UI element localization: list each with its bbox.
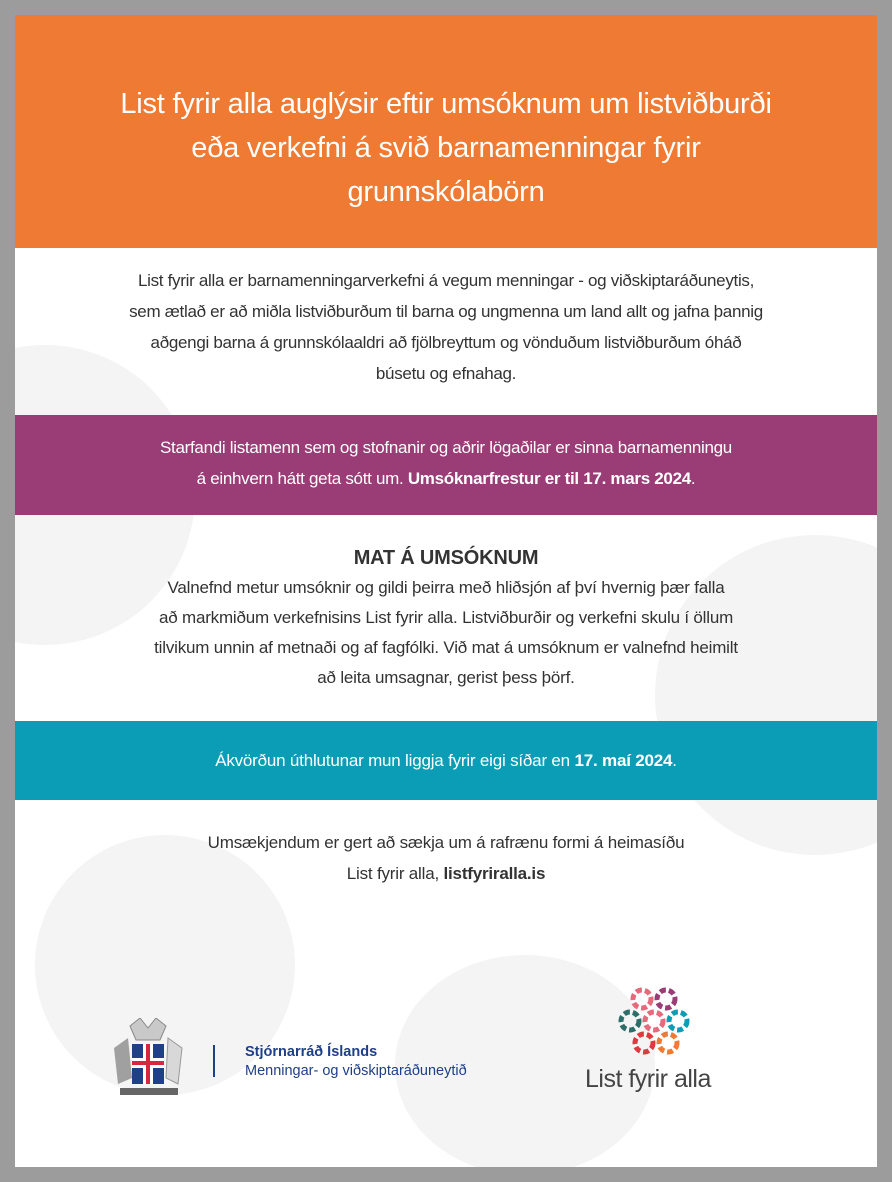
evaluation-heading: MAT Á UMSÓKNUM (353, 547, 539, 569)
eligibility-line (15, 463, 877, 494)
decision-banner (15, 721, 877, 800)
apply-section (15, 827, 877, 889)
header-banner (15, 15, 877, 248)
eligibility-text: á einhvern hátt geta sótt um. (196, 469, 408, 488)
intro-paragraph (15, 265, 877, 389)
evaluation-section (15, 543, 877, 693)
title-line: eða verkefni á svið barnamenningar fyrir (191, 132, 701, 164)
intro-line: búsetu og efnahag. (375, 364, 517, 383)
logo-divider (213, 1045, 215, 1077)
poster (15, 15, 877, 1167)
coat-of-arms-icon (110, 1018, 186, 1098)
intro-line: List fyrir alla er barnamenningarverkefni á vegum menningar - og viðskiptaráðuneytis, (137, 271, 755, 290)
title-line: List fyrir alla auglýsir eftir umsóknum um listviðburði (120, 88, 772, 120)
apply-line: Umsækjendum er gert að sækja um á rafrænu formi á heimasíðu (207, 833, 685, 852)
logo-text: List fyrir alla (585, 1065, 711, 1093)
punctuation: . (672, 751, 677, 770)
ministry-name: Menningar- og viðskiptaráðuneytið (245, 1063, 467, 1079)
decision-text: Ákvörðun úthlutunar mun liggja fyrir eigi síðar en (215, 751, 575, 770)
title-line: grunnskólabörn (347, 176, 545, 208)
punctuation: . (690, 469, 696, 488)
list-fyrir-alla-logo-icon (610, 987, 700, 1057)
ministry-logo (245, 1043, 467, 1081)
eligibility-banner (15, 415, 877, 515)
eligibility-line: Starfandi listamenn sem og stofnanir og aðrir lögaðilar er sinna barnamenningu (160, 438, 732, 457)
intro-line: sem ætlað er að miðla listviðburðum til barna og ungmenna um land allt og jafna þannig (129, 302, 763, 321)
evaluation-line: tilvikum unnin af metnaði og af fagfólki. Við mat á umsóknum er valnefnd heimilt (154, 638, 738, 657)
evaluation-line: Valnefnd metur umsóknir og gildi þeirra með hliðsjón af því hvernig þær falla (167, 578, 725, 597)
evaluation-line: að markmiðum verkefnisins List fyrir alla. Listviðburðir og verkefni skulu í öllum (158, 608, 734, 627)
apply-line (15, 858, 877, 889)
intro-line: aðgengi barna á grunnskólaaldri að fjölbreyttum og vönduðum listviðburðum óháð (150, 333, 742, 352)
ministry-title: Stjórnarráð Íslands (245, 1044, 378, 1060)
website-link[interactable]: listfyriralla.is (443, 864, 546, 883)
evaluation-line: að leita umsagnar, gerist þess þörf. (317, 668, 575, 687)
apply-text: List fyrir alla, (346, 864, 444, 883)
decision-date: 17. maí 2024 (574, 751, 673, 770)
deadline: Umsóknarfrestur er til 17. mars 2024 (407, 469, 691, 488)
